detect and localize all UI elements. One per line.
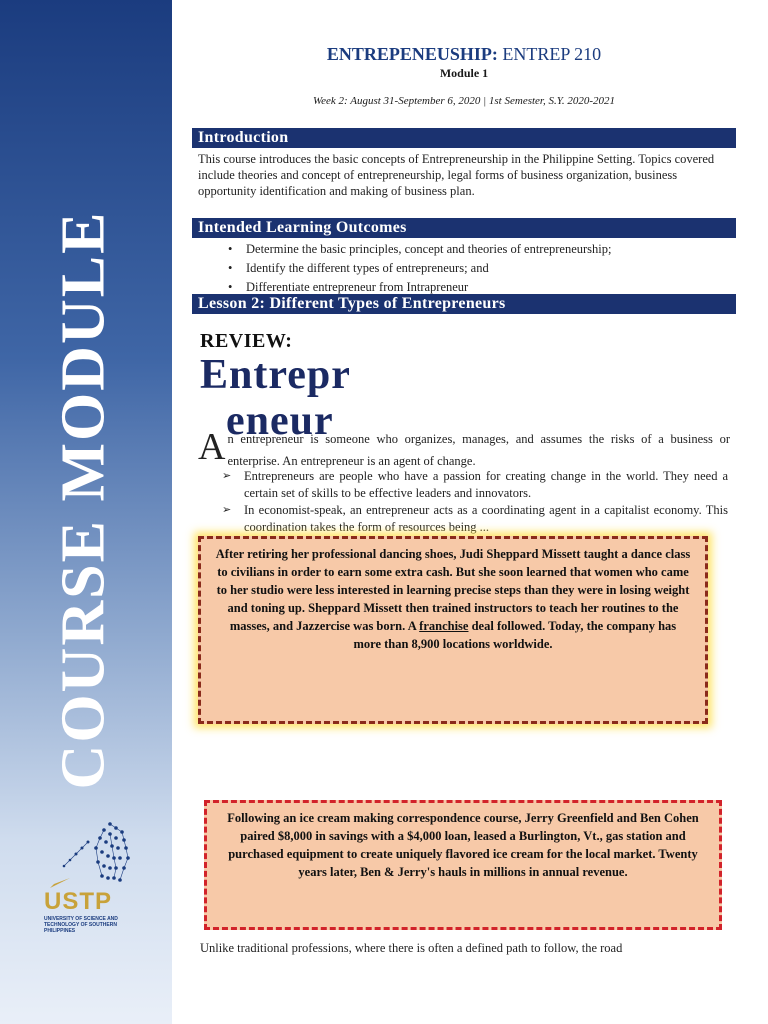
list-item: • Differentiate entrepreneur from Intrapreneur: [220, 278, 732, 297]
definition-paragraph: [198, 428, 730, 472]
story1-text: After retiring her professional dancing shoes, Judi Sheppard Missett taught a dance class to civilians in order to earn some extra cash. But she soon learned that women who came to her studio were less interested in learning precise steps than they were in losing weight and toning up. Sheppard Missett then trained instructors to teach her routines to the masses, and Jazzercise was born. A: [215, 547, 691, 633]
closing-paragraph: Unlike traditional professions, where there is often a defined path to follow, the road: [200, 941, 623, 955]
list-item: ➢ Entrepreneurs are people who have a passion for creating change in the world. They need a certain set of skills to be effective leaders and innovators.: [222, 468, 728, 502]
outcomes-heading: Intended Learning Outcomes: [192, 218, 736, 238]
course-code: ENTREP 210: [502, 44, 602, 64]
module-label: Module 1: [439, 66, 489, 80]
dropcap: A: [198, 426, 226, 468]
list-item: ➢ In economist-speak, an entrepreneur acts as a coordinating agent in a capitalist economy. This coordination takes the form of resources being ...: [222, 502, 728, 536]
introduction-heading: Introduction: [192, 128, 736, 148]
lesson-heading: Lesson 2: Different Types of Entrepreneurs: [192, 294, 736, 314]
story2-text: Following an ice cream making correspondence course, Jerry Greenfield and Ben Cohen paired $8,000 in savings with a $4,000 loan, leased a Burlington, Vt., gas station and purchased equipment to create uniquely flavored ice cream for the local market. Twenty years later, Ben & Jerry's hauls in millions in annual revenue.: [227, 811, 699, 879]
page-title: [190, 44, 738, 65]
week-label: Week 2: August 31-September 6, 2020 | 1st Semester, S.Y. 2020-2021: [312, 95, 616, 107]
introduction-text: This course introduces the basic concepts of Entrepreneurship in the Philippine Setting. Topics covered include theories and concept of entrepreneurship, legal forms of business organization, business opportunity identification and making of business plan.: [198, 152, 715, 198]
story-box-ben-jerrys: [204, 800, 722, 930]
entrepreneur-points: [222, 468, 728, 536]
review-label: REVIEW:: [200, 330, 293, 352]
outcomes-list: [220, 240, 732, 297]
sidebar-divider: [172, 0, 174, 1024]
map-dots-icon: [40, 818, 140, 898]
definition-text: n entrepreneur is someone who organizes, manages, and assumes the risks of a business or enterprise. An entrepreneur is an agent of change.: [227, 432, 730, 468]
vertical-title: COURSE MODULE: [49, 210, 118, 790]
big-word-line2: eneur: [226, 398, 334, 444]
logo-subtitle: UNIVERSITY OF SCIENCE AND TECHNOLOGY OF SOUTHERN PHILIPPINES: [44, 916, 118, 934]
big-word-line1: Entrepr: [200, 352, 351, 398]
title-text: ENTREPENEUSHIP:: [326, 44, 498, 64]
franchise-link[interactable]: franchise: [419, 619, 469, 633]
story-box-jazzercise: [198, 536, 708, 724]
list-item: • Determine the basic principles, concept and theories of entrepreneurship;: [220, 240, 732, 259]
list-item: • Identify the different types of entrepreneurs; and: [220, 259, 732, 278]
story1-text-end: deal followed. Today, the company has more than 8,900 locations worldwide.: [353, 619, 677, 651]
logo-wordmark: USTP: [44, 888, 113, 915]
